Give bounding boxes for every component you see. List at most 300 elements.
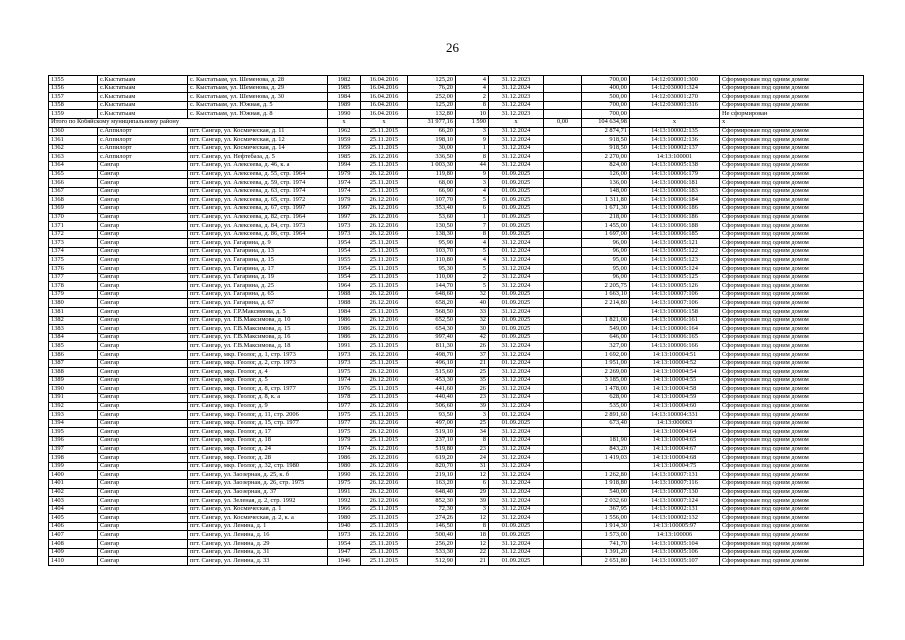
residents-cell: 4	[456, 187, 489, 196]
cadastral-number-cell: 14:13:100006	[630, 531, 720, 540]
area-cell: 441,60	[408, 385, 456, 394]
residents-cell: 30	[456, 325, 489, 334]
address-cell: пгт. Сангар, ул. Заозерная, д. 26, стр. 1975	[188, 479, 328, 488]
locality-cell: Сангар	[98, 522, 188, 531]
year-built-cell: 1973	[328, 531, 361, 540]
year-built-cell: 1988	[328, 290, 361, 299]
area-cell: 256,20	[408, 540, 456, 549]
cost-a-cell	[544, 222, 582, 231]
land-status-cell: Сформирован под одним домом	[720, 436, 864, 445]
cost-a-cell	[544, 376, 582, 385]
inclusion-date-cell: 26.12.2016	[361, 454, 408, 463]
cadastral-number-cell: 14:13:100005:97	[630, 522, 720, 531]
land-status-cell: Сформирован под одним домом	[720, 170, 864, 179]
row-number-cell: 1357	[49, 93, 98, 102]
locality-cell: Сангар	[98, 213, 188, 222]
cost-a-cell	[544, 411, 582, 420]
cost-a-cell	[544, 419, 582, 428]
year-built-cell: 1990	[328, 110, 361, 119]
table-row	[49, 84, 864, 93]
inclusion-date-cell: 25.11.2015	[361, 282, 408, 291]
cost-b-cell: 741,70	[582, 540, 630, 549]
deadline-cell: 31.12.2024	[489, 136, 544, 145]
year-built-cell: 1946	[328, 557, 361, 566]
area-cell: 110,80	[408, 256, 456, 265]
deadline-cell: 31.12.2024	[489, 548, 544, 557]
locality-cell: Сангар	[98, 531, 188, 540]
row-number-cell: 1395	[49, 428, 98, 437]
inclusion-date-cell: 16.04.2016	[361, 110, 408, 119]
inclusion-date-cell: 25.11.2015	[361, 436, 408, 445]
row-number-cell: 1378	[49, 282, 98, 291]
cost-b-cell: 1 556,00	[582, 514, 630, 523]
locality-cell: с.Аппилорт	[98, 153, 188, 162]
cost-a-cell	[544, 247, 582, 256]
land-status-cell: Сформирован под одним домом	[720, 540, 864, 549]
residents-cell: 3	[456, 127, 489, 136]
area-cell: 506,60	[408, 402, 456, 411]
total-cost-b: 104 634,98	[582, 118, 630, 127]
residents-cell: 22	[456, 548, 489, 557]
table-row	[49, 299, 864, 308]
inclusion-date-cell: 16.04.2016	[361, 84, 408, 93]
address-cell: с. Кыстатыам, ул. Южная, д. 8	[188, 110, 328, 119]
locality-cell: Сангар	[98, 471, 188, 480]
address-cell: пгт. Сангар, ул. Алексеева, д. 86, стр. 1964	[188, 230, 328, 239]
land-status-cell: Сформирован под одним домом	[720, 76, 864, 85]
cadastral-number-cell: 14:13:100004:60	[630, 402, 720, 411]
locality-cell: Сангар	[98, 505, 188, 514]
table-row	[49, 316, 864, 325]
cost-b-cell: 1 663,10	[582, 290, 630, 299]
deadline-cell: 31.12.2024	[489, 471, 544, 480]
inclusion-date-cell: 26.12.2016	[361, 445, 408, 454]
deadline-cell: 31.12.2024	[489, 445, 544, 454]
inclusion-date-cell: 25.11.2015	[361, 127, 408, 136]
residents-cell: 6	[456, 204, 489, 213]
table-row	[49, 436, 864, 445]
table-row	[49, 385, 864, 394]
cost-a-cell	[544, 213, 582, 222]
area-cell: 497,00	[408, 419, 456, 428]
cost-b-cell: 2 874,71	[582, 127, 630, 136]
row-number-cell: 1406	[49, 522, 98, 531]
year-built-cell: 1988	[328, 299, 361, 308]
table-row	[49, 411, 864, 420]
year-built-cell: 1980	[328, 514, 361, 523]
table-row	[49, 540, 864, 549]
land-status-cell: Сформирован под одним домом	[720, 479, 864, 488]
inclusion-date-cell: 25.11.2015	[361, 239, 408, 248]
cadastral-number-cell: 14:13:100005:121	[630, 239, 720, 248]
inclusion-date-cell: 26.12.2016	[361, 299, 408, 308]
land-status-cell: Сформирован под одним домом	[720, 222, 864, 231]
table-row	[49, 351, 864, 360]
table-row	[49, 265, 864, 274]
locality-cell: Сангар	[98, 359, 188, 368]
deadline-cell: 31.12.2024	[489, 282, 544, 291]
year-built-cell: 1984	[328, 93, 361, 102]
table-row	[49, 531, 864, 540]
cost-a-cell	[544, 505, 582, 514]
area-cell: 198,10	[408, 136, 456, 145]
cost-b-cell: 327,00	[582, 342, 630, 351]
residents-cell: 29	[456, 488, 489, 497]
residents-cell: 24	[456, 454, 489, 463]
year-built-cell: 1974	[328, 445, 361, 454]
residents-cell: 44	[456, 161, 489, 170]
row-number-cell: 1373	[49, 239, 98, 248]
locality-cell: Сангар	[98, 540, 188, 549]
table-row	[49, 256, 864, 265]
cost-a-cell	[544, 514, 582, 523]
deadline-cell: 31.12.2024	[489, 488, 544, 497]
cost-b-cell: 181,90	[582, 436, 630, 445]
cadastral-number-cell: 14:13:100004:58	[630, 385, 720, 394]
land-status-cell: Сформирован под одним домом	[720, 247, 864, 256]
year-built-cell: 1954	[328, 247, 361, 256]
land-status-cell: Сформирован под одним домом	[720, 359, 864, 368]
cost-a-cell	[544, 265, 582, 274]
address-cell: пгт. Сангар, мкр. Геолог, д. 1, стр. 1973	[188, 351, 328, 360]
year-built-cell: 1947	[328, 548, 361, 557]
row-number-cell: 1387	[49, 359, 98, 368]
table-row	[49, 93, 864, 102]
deadline-cell: 01.09.2025	[489, 187, 544, 196]
address-cell: пгт. Сангар, ул. Гагарина, д. 67	[188, 299, 328, 308]
inclusion-date-cell: 25.11.2015	[361, 505, 408, 514]
year-built-cell: 1940	[328, 522, 361, 531]
residents-cell: 21	[456, 359, 489, 368]
residents-cell: 8	[456, 153, 489, 162]
locality-cell: Сангар	[98, 316, 188, 325]
deadline-cell: 01.09.2025	[489, 333, 544, 342]
residents-cell: 7	[456, 222, 489, 231]
cadastral-number-cell: 14:13:100005:106	[630, 548, 720, 557]
year-built-cell: 1985	[328, 84, 361, 93]
locality-cell: Сангар	[98, 376, 188, 385]
area-cell: 252,00	[408, 93, 456, 102]
residents-cell: 3	[456, 179, 489, 188]
cost-b-cell: 2 651,80	[582, 557, 630, 566]
deadline-cell: 31.12.2023	[489, 110, 544, 119]
year-built-cell: 1974	[328, 179, 361, 188]
address-cell: пгт. Сангар, ул. Заозерная, д. 37	[188, 488, 328, 497]
cost-a-cell	[544, 299, 582, 308]
table-row	[49, 548, 864, 557]
inclusion-date-cell: 26.12.2016	[361, 479, 408, 488]
cadastral-number-cell: 14:13:100007:130	[630, 488, 720, 497]
address-cell: пгт. Сангар, ул. Ленина, д. 1	[188, 522, 328, 531]
cadastral-number-cell: 14:13:100004:52	[630, 359, 720, 368]
deadline-cell: 01.09.2025	[489, 419, 544, 428]
locality-cell: Сангар	[98, 187, 188, 196]
row-number-cell: 1363	[49, 153, 98, 162]
cost-a-cell	[544, 342, 582, 351]
row-number-cell: 1371	[49, 222, 98, 231]
cost-a-cell	[544, 110, 582, 119]
row-number-cell: 1369	[49, 204, 98, 213]
area-cell: 500,40	[408, 531, 456, 540]
land-status-cell: Не сформирован	[720, 110, 864, 119]
address-cell: пгт. Сангар, ул. Зеленая, д. 2, стр. 1992	[188, 497, 328, 506]
year-built-cell: 1973	[328, 351, 361, 360]
cadastral-number-cell: 14:13:100005:104	[630, 540, 720, 549]
deadline-cell: 01.12.2024	[489, 247, 544, 256]
table-row	[49, 557, 864, 566]
area-cell: 568,50	[408, 308, 456, 317]
residents-cell: 12	[456, 514, 489, 523]
row-number-cell: 1396	[49, 436, 98, 445]
locality-cell: Сангар	[98, 333, 188, 342]
address-cell: пгт. Сангар, мкр. Геолог, д. 24	[188, 445, 328, 454]
cost-b-cell	[582, 462, 630, 471]
row-number-cell: 1383	[49, 325, 98, 334]
cost-b-cell: 1 692,00	[582, 351, 630, 360]
address-cell: пгт. Сангар, мкр. Геолог, д. 4	[188, 368, 328, 377]
inclusion-date-cell: 26.12.2016	[361, 316, 408, 325]
address-cell: пгт. Сангар, ул. Гагарина, д. 25	[188, 282, 328, 291]
deadline-cell: 01.09.2025	[489, 325, 544, 334]
area-cell: 144,70	[408, 282, 456, 291]
cost-b-cell: 2 891,60	[582, 411, 630, 420]
year-built-cell: 1979	[328, 196, 361, 205]
cost-b-cell: 1 419,03	[582, 454, 630, 463]
total-deadline: х	[489, 118, 544, 127]
row-number-cell: 1409	[49, 548, 98, 557]
address-cell: пгт. Сангар, ул. Алексеева, д. 65, стр. 1972	[188, 196, 328, 205]
deadline-cell: 31.12.2024	[489, 428, 544, 437]
cost-b-cell: 2 269,00	[582, 368, 630, 377]
address-cell: пгт. Сангар, мкр. Геолог, д. 18	[188, 436, 328, 445]
table-row	[49, 76, 864, 85]
cost-a-cell	[544, 479, 582, 488]
table-body	[49, 76, 864, 566]
residents-cell: 42	[456, 333, 489, 342]
total-year-built: х	[328, 118, 361, 127]
area-cell: 519,10	[408, 428, 456, 437]
cost-b-cell: 540,00	[582, 488, 630, 497]
cost-a-cell	[544, 445, 582, 454]
inclusion-date-cell: 26.12.2016	[361, 325, 408, 334]
table-row	[49, 161, 864, 170]
cadastral-number-cell: 14:13:100007:106	[630, 290, 720, 299]
deadline-cell: 31.12.2024	[489, 540, 544, 549]
cost-a-cell	[544, 540, 582, 549]
row-number-cell: 1397	[49, 445, 98, 454]
year-built-cell: 1955	[328, 256, 361, 265]
deadline-cell: 31.12.2024	[489, 368, 544, 377]
total-land-status: х	[720, 118, 864, 127]
locality-cell: Сангар	[98, 419, 188, 428]
table-row	[49, 179, 864, 188]
land-status-cell: Сформирован под одним домом	[720, 557, 864, 566]
cadastral-number-cell: 14:13:100007:106	[630, 299, 720, 308]
row-number-cell: 1360	[49, 127, 98, 136]
land-status-cell: Сформирован под одним домом	[720, 514, 864, 523]
inclusion-date-cell: 25.11.2015	[361, 514, 408, 523]
address-cell: пгт. Сангар, ул. Космическая, д. 12	[188, 136, 328, 145]
locality-cell: с.Кыстатыам	[98, 101, 188, 110]
land-status-cell: Сформирован под одним домом	[720, 351, 864, 360]
address-cell: пгт. Сангар, ул. Г.В.Максимова, д. 16	[188, 333, 328, 342]
row-number-cell: 1404	[49, 505, 98, 514]
cadastral-number-cell: 14:13:100006:188	[630, 222, 720, 231]
row-number-cell: 1376	[49, 265, 98, 274]
year-built-cell: 1977	[328, 402, 361, 411]
address-cell: пгт. Сангар, ул. Космическая, д. 1	[188, 505, 328, 514]
locality-cell: Сангар	[98, 454, 188, 463]
residents-cell: 10	[456, 110, 489, 119]
land-status-cell: Сформирован под одним домом	[720, 299, 864, 308]
cost-b-cell: 700,00	[582, 110, 630, 119]
cost-b-cell: 1 821,00	[582, 316, 630, 325]
locality-cell: Сангар	[98, 411, 188, 420]
cadastral-number-cell: 14:12:030001:316	[630, 101, 720, 110]
deadline-cell: 31.12.2024	[489, 351, 544, 360]
year-built-cell: 1980	[328, 462, 361, 471]
residents-cell: 5	[456, 265, 489, 274]
cost-b-cell: 1 478,00	[582, 385, 630, 394]
land-status-cell: Сформирован под одним домом	[720, 93, 864, 102]
land-status-cell: Сформирован под одним домом	[720, 213, 864, 222]
cost-a-cell	[544, 204, 582, 213]
table-row	[49, 273, 864, 282]
row-number-cell: 1385	[49, 342, 98, 351]
year-built-cell: 1954	[328, 265, 361, 274]
inclusion-date-cell: 26.12.2016	[361, 402, 408, 411]
row-number-cell: 1365	[49, 170, 98, 179]
residents-cell: 4	[456, 84, 489, 93]
cadastral-number-cell: 14:13:100002:132	[630, 514, 720, 523]
cost-b-cell: 1 671,30	[582, 204, 630, 213]
cost-a-cell	[544, 84, 582, 93]
cost-a-cell	[544, 316, 582, 325]
area-cell: 95,90	[408, 239, 456, 248]
cost-a-cell	[544, 136, 582, 145]
deadline-cell: 01.09.2025	[489, 230, 544, 239]
year-built-cell: 1997	[328, 204, 361, 213]
cost-b-cell: 843,20	[582, 445, 630, 454]
deadline-cell: 31.12.2024	[489, 308, 544, 317]
address-cell: пгт. Сангар, ул. Алексеева, д. 55, стр. 1964	[188, 170, 328, 179]
land-status-cell: Сформирован под одним домом	[720, 411, 864, 420]
row-number-cell: 1398	[49, 454, 98, 463]
address-cell: пгт. Сангар, мкр. Геолог, д. 15, стр. 1977	[188, 419, 328, 428]
deadline-cell: 01.12.2024	[489, 436, 544, 445]
year-built-cell: 1966	[328, 505, 361, 514]
deadline-cell: 01.09.2025	[489, 196, 544, 205]
residents-cell: 4	[456, 76, 489, 85]
cadastral-number-cell: 14:13:100006:165	[630, 333, 720, 342]
locality-cell: Сангар	[98, 445, 188, 454]
row-number-cell: 1388	[49, 368, 98, 377]
land-status-cell: Сформирован под одним домом	[720, 368, 864, 377]
cost-b-cell	[582, 308, 630, 317]
cadastral-number-cell: 14:12:030001:324	[630, 84, 720, 93]
address-cell: пгт. Сангар, ул. Гагарина, д. 15	[188, 256, 328, 265]
area-cell: 811,30	[408, 342, 456, 351]
locality-cell: Сангар	[98, 256, 188, 265]
cost-b-cell: 628,00	[582, 393, 630, 402]
cost-b-cell: 535,00	[582, 402, 630, 411]
inclusion-date-cell: 26.12.2016	[361, 230, 408, 239]
address-cell: пгт. Сангар, мкр. Геолог, д. 8, к. а	[188, 393, 328, 402]
cost-a-cell	[544, 273, 582, 282]
cost-a-cell	[544, 359, 582, 368]
residents-cell: 25	[456, 368, 489, 377]
area-cell: 652,50	[408, 316, 456, 325]
year-built-cell: 1991	[328, 342, 361, 351]
cadastral-number-cell: 14:12:030001:270	[630, 93, 720, 102]
address-cell: пгт. Сангар, ул. Г.В.Максимова, д. 18	[188, 342, 328, 351]
locality-cell: Сангар	[98, 196, 188, 205]
row-number-cell: 1410	[49, 557, 98, 566]
deadline-cell: 31.12.2024	[489, 144, 544, 153]
locality-cell: Сангар	[98, 479, 188, 488]
land-status-cell: Сформирован под одним домом	[720, 316, 864, 325]
address-cell: пгт. Сангар, ул. Ленина, д. 29	[188, 540, 328, 549]
cost-a-cell	[544, 179, 582, 188]
row-number-cell: 1391	[49, 393, 98, 402]
locality-cell: Сангар	[98, 402, 188, 411]
deadline-cell: 31.12.2023	[489, 93, 544, 102]
table-row	[49, 368, 864, 377]
year-built-cell: 1962	[328, 127, 361, 136]
cost-b-cell: 1 391,20	[582, 548, 630, 557]
land-status-cell: Сформирован под одним домом	[720, 136, 864, 145]
address-cell: пгт. Сангар, ул. Космическая, д. 2, к. а	[188, 514, 328, 523]
table-row	[49, 101, 864, 110]
inclusion-date-cell: 25.11.2015	[361, 179, 408, 188]
cadastral-number-cell: 14:13:100004:64	[630, 428, 720, 437]
year-built-cell: 1976	[328, 385, 361, 394]
cost-a-cell	[544, 239, 582, 248]
area-cell: 138,30	[408, 230, 456, 239]
deadline-cell: 31.12.2024	[489, 393, 544, 402]
residents-cell: 5	[456, 196, 489, 205]
year-built-cell: 1964	[328, 282, 361, 291]
area-cell: 336,50	[408, 153, 456, 162]
year-built-cell: 1990	[328, 471, 361, 480]
deadline-cell: 01.09.2025	[489, 222, 544, 231]
cost-a-cell	[544, 548, 582, 557]
table-row	[49, 144, 864, 153]
table-row	[49, 325, 864, 334]
deadline-cell: 31.12.2024	[489, 376, 544, 385]
residents-cell: 2	[456, 93, 489, 102]
land-status-cell: Сформирован под одним домом	[720, 402, 864, 411]
row-number-cell: 1392	[49, 402, 98, 411]
locality-cell: Сангар	[98, 351, 188, 360]
locality-cell: Сангар	[98, 161, 188, 170]
land-status-cell: Сформирован под одним домом	[720, 488, 864, 497]
total-area: 31 977,16	[408, 118, 456, 127]
total-cost-a: 0,00	[544, 118, 582, 127]
row-number-cell: 1379	[49, 290, 98, 299]
cost-a-cell	[544, 101, 582, 110]
row-number-cell: 1374	[49, 247, 98, 256]
year-built-cell: 1974	[328, 376, 361, 385]
cost-b-cell: 549,00	[582, 325, 630, 334]
deadline-cell: 01.09.2025	[489, 204, 544, 213]
row-number-cell: 1380	[49, 299, 98, 308]
deadline-cell: 31.12.2024	[489, 342, 544, 351]
address-cell: пгт. Сангар, мкр. Геолог, д. 17	[188, 428, 328, 437]
cost-b-cell: 96,00	[582, 239, 630, 248]
table-row	[49, 462, 864, 471]
address-cell: пгт. Сангар, ул. Нефтебаза, д. 5	[188, 153, 328, 162]
